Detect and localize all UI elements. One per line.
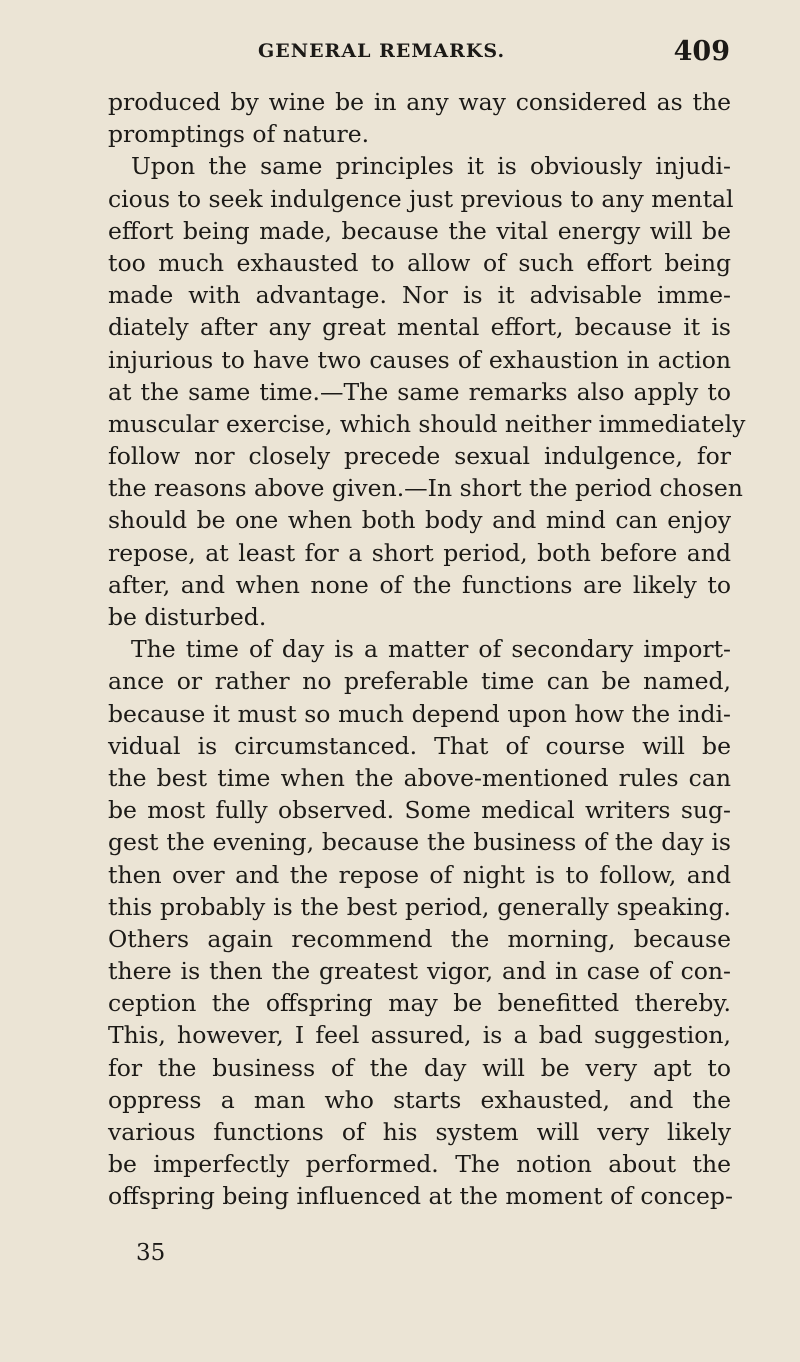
text-line: be imperfectly performed. The notion about the	[108, 1150, 731, 1179]
text-line: offspring being influenced at the moment of concep-	[108, 1182, 733, 1211]
text-line: be disturbed.	[108, 603, 267, 631]
text-line: produced by wine be in any way considered as the	[108, 88, 731, 116]
text-line: various functions of his system will very likely	[108, 1118, 731, 1146]
running-head	[108, 36, 730, 76]
text-line: ance or rather no preferable time can be named,	[108, 667, 731, 696]
text-line: This, however, I feel assured, is a bad suggestion,	[108, 1021, 731, 1050]
text-line: repose, at least for a short period, both before and	[108, 538, 731, 567]
text-line: should be one when both body and mind can enjoy	[108, 506, 731, 535]
text-line: follow nor closely precede sexual indulgence, for	[108, 442, 731, 471]
text-line: oppress a man who starts exhausted, and the	[108, 1085, 731, 1114]
text-line: Others again recommend the morning, because	[108, 924, 731, 953]
text-line: muscular exercise, which should neither immediately	[108, 409, 746, 438]
signature-mark: 35	[136, 1240, 166, 1266]
text-line: the reasons above given.—In short the period chosen	[108, 474, 743, 503]
text-line: effort being made, because the vital energy will be	[108, 216, 731, 245]
text-line: for the business of the day will be very apt to	[108, 1053, 731, 1082]
text-line: because it must so much depend upon how the indi-	[108, 699, 731, 728]
text-line: at the same time.—The same remarks also apply to	[108, 377, 731, 406]
text-line: be most fully observed. Some medical writers sug-	[108, 796, 731, 825]
text-line: vidual is circumstanced. That of course will be	[108, 731, 731, 760]
page-number: 409	[673, 36, 730, 67]
text-line: after, and when none of the functions are likely to	[108, 570, 731, 599]
text-line: gest the evening, because the business of the day is	[108, 828, 731, 857]
text-line: The time of day is a matter of secondary import-	[131, 635, 731, 664]
text-line: Upon the same principles it is obviously injudi-	[131, 152, 731, 181]
text-line: promptings of nature.	[108, 120, 370, 149]
text-line: injurious to have two causes of exhaustion in action	[108, 345, 731, 374]
running-title: GENERAL REMARKS.	[258, 40, 506, 62]
text-line: diately after any great mental effort, because it is	[108, 313, 731, 342]
text-line: ception the offspring may be benefitted thereby.	[108, 989, 731, 1018]
text-line: too much exhausted to allow of such effort being	[108, 248, 731, 277]
body-text	[108, 86, 746, 1213]
text-line: this probably is the best period, generally speaking.	[108, 892, 731, 921]
text-line: there is then the greatest vigor, and in case of con-	[108, 957, 731, 986]
text-line: cious to seek indulgence just previous to any mental	[108, 184, 734, 213]
text-line: made with advantage. Nor is it advisable imme-	[108, 281, 731, 310]
text-line: the best time when the above-mentioned rules can	[108, 763, 731, 792]
text-line: then over and the repose of night is to follow, and	[108, 860, 731, 889]
